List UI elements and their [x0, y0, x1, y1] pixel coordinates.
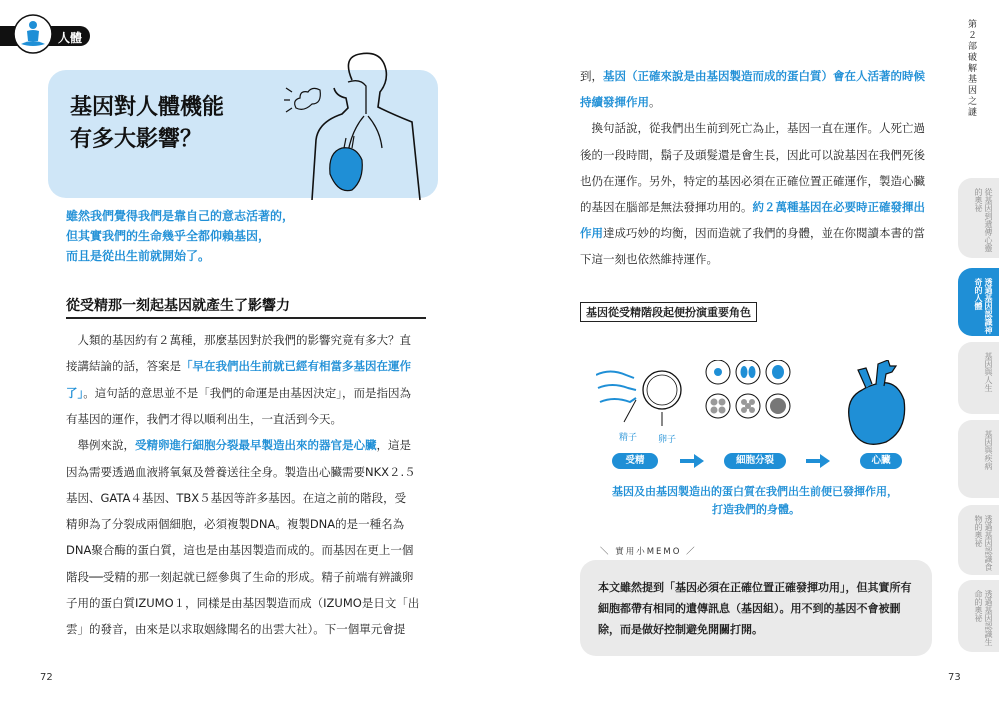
body-text: ，這是 — [376, 438, 411, 453]
memo-slash-icon: ／ — [681, 547, 697, 557]
body-text: 基因、GATA４基因、TBX５基因等許多基因。在這之前的階段，受 — [66, 490, 407, 505]
highlighted-text: 了」 — [66, 385, 84, 400]
body-line — [66, 437, 411, 453]
body-line — [580, 120, 925, 136]
body-text: 的基因在腦部是無法發揮功用的。 — [580, 200, 753, 214]
diagram-caption-line-1: 基因及由基因製造出的蛋白質在我們出生前便已發揮作用， — [612, 485, 898, 498]
egg-icon — [643, 371, 681, 409]
body-line — [66, 490, 406, 506]
body-line — [580, 147, 925, 163]
body-line — [580, 225, 925, 241]
side-tab[interactable] — [958, 580, 999, 652]
body-line — [66, 411, 342, 427]
body-text: 接講結論的話，答案是 — [66, 359, 181, 374]
page-number-left: 72 — [40, 672, 53, 683]
body-line — [66, 358, 411, 374]
highlighted-text: 約２萬種基因在必要時正確發揮出 — [752, 200, 925, 214]
body-text: 有基因的運作，我們才得以順利出生，一直活到今天。 — [66, 411, 342, 426]
side-tab-label: 基因與人生 — [984, 352, 993, 392]
side-tab-label: 透過基因認識生命的奧祕 — [974, 590, 993, 646]
lead-line: 雖然我們覺得我們是靠自己的意志活著的， — [66, 209, 295, 223]
arrow-right-icon — [680, 454, 704, 468]
side-tab[interactable] — [958, 268, 999, 336]
page-number-right: 73 — [948, 672, 961, 683]
highlighted-text: 作用 — [580, 226, 603, 241]
memo-title: ＼ 實用小MEMO ／ — [600, 547, 697, 557]
body-text: DNA聚合酶的蛋白質，這也是由基因製造而成的。而基因在更上一個 — [66, 543, 414, 558]
body-line — [580, 68, 925, 84]
body-line — [66, 464, 416, 480]
body-line — [66, 621, 405, 637]
memo-line: 細胞都帶有相同的遺傳訊息（基因組）。用不到的基因不會被刪 — [598, 602, 901, 615]
memo-line: 除，而是做好控制避免開關打開。 — [598, 623, 763, 636]
body-line — [66, 569, 413, 585]
sperm-icon — [596, 372, 636, 403]
body-text: 後的一段時間，鬍子及頭髮還是會生長，因此可以說基因在我們死後 — [580, 147, 925, 162]
stage-fertilization: 受精 — [612, 453, 658, 469]
heart-icon — [849, 360, 905, 444]
fertilization-diagram — [596, 360, 926, 450]
stage-cell-division: 細胞分裂 — [724, 453, 786, 469]
page-title-line-2: 有多大影響？ — [70, 127, 203, 152]
meditating-person-icon — [13, 14, 53, 54]
egg-label: 卵子 — [658, 435, 677, 445]
section-tab-label: 人體 — [58, 31, 83, 45]
body-line — [66, 385, 411, 401]
side-tab-label: 基因與疾病 — [984, 430, 993, 470]
body-text: 人類的基因約有２萬種，那麼基因對於我們的影響究竟有多大？直 — [66, 333, 411, 347]
side-tab[interactable] — [958, 178, 999, 258]
body-text: 精卵為了分裂成兩個細胞，必須複製DNA。複製DNA的是一種名為 — [66, 517, 405, 532]
diagram-label: 基因從受精階段起便扮演重要角色 — [580, 302, 757, 322]
body-line — [580, 199, 925, 215]
highlighted-text: 「早在我們出生前就已經有相當多基因在運作 — [181, 359, 411, 374]
body-line — [580, 94, 661, 110]
body-text: 子用的蛋白質IZUMO１，同樣是由基因製造而成（IZUMO是日文「出 — [66, 596, 420, 610]
arrow-right-icon — [806, 454, 830, 468]
lead-line: 但其實我們的生命幾乎全都仰賴基因， — [66, 229, 271, 243]
body-text: 雲」的發音，由來是以求取姻緣聞名的出雲大社）。下一個單元會提 — [66, 622, 406, 637]
memo-line: 本文雖然提到「基因必須在正確位置正確發揮功用」，但其實所有 — [598, 581, 912, 594]
highlighted-text: 受精卵進行細胞分裂最早製造出來的器官是心臟 — [135, 438, 377, 453]
stage-heart: 心臟 — [860, 453, 902, 469]
body-line — [66, 542, 413, 558]
dividing-cell-icon — [706, 360, 790, 418]
side-tab[interactable] — [958, 342, 999, 414]
memo-slash-icon: ＼ — [600, 547, 616, 557]
body-text: 因為需要透過血液將氧氣及營養送往全身。製造出心臟需要NKX２.５ — [66, 464, 416, 479]
side-tab-label: 透過基因認識神奇的人體 — [974, 278, 993, 334]
body-text: 換句話說，從我們出生前到死亡為止，基因一直在運作。人死亡過 — [580, 121, 925, 136]
section-subhead: 從受精那一刻起基因就產生了影響力 — [66, 298, 290, 314]
subhead-divider — [66, 317, 426, 319]
side-tab[interactable] — [958, 420, 999, 498]
diagram-caption-line-2: 打造我們的身體。 — [712, 503, 800, 516]
body-line — [580, 251, 718, 267]
body-text: 達成巧妙的均衡，因而造就了我們的身體，並在你閱讀本書的當 — [603, 226, 925, 241]
highlighted-text: 持續發揮作用 — [580, 95, 649, 110]
body-line — [66, 516, 404, 532]
part-label: 第２部 破解基因之謎 — [968, 20, 987, 118]
side-tab-label: 從基因到遺傳心靈的奧祕 — [974, 188, 993, 252]
body-line — [580, 173, 925, 189]
body-line — [66, 332, 411, 348]
body-text: 舉例來說， — [66, 438, 135, 453]
body-text: 。 — [649, 95, 661, 110]
side-tab[interactable] — [958, 505, 999, 575]
page-title-line-1: 基因對人體機能 — [70, 95, 225, 120]
lead-line: 而且是從出生前就開始了。 — [66, 249, 211, 263]
body-text: 。這句話的意思並不是「我們的命運是由基因決定」，而是指因為 — [83, 385, 411, 400]
breathing-human-illustration — [282, 52, 424, 202]
body-text: 階段──受精的那一刻起就已經參與了生命的形成。精子前端有辨識卵 — [66, 569, 414, 584]
body-text: 也仍在運作。另外，特定的基因必須在正確位置正確運作，製造心臟 — [580, 173, 925, 188]
body-line — [66, 595, 419, 611]
sperm-label: 精子 — [619, 433, 638, 443]
side-tab-label: 透過基因認識食物的奧祕 — [974, 515, 993, 571]
highlighted-text: 基因（正確來說是由基因製造而成的蛋白質）會在人活著的時候 — [603, 69, 925, 83]
body-text: 下這一刻也依然維持運作。 — [580, 252, 718, 267]
body-text: 到， — [580, 69, 603, 83]
